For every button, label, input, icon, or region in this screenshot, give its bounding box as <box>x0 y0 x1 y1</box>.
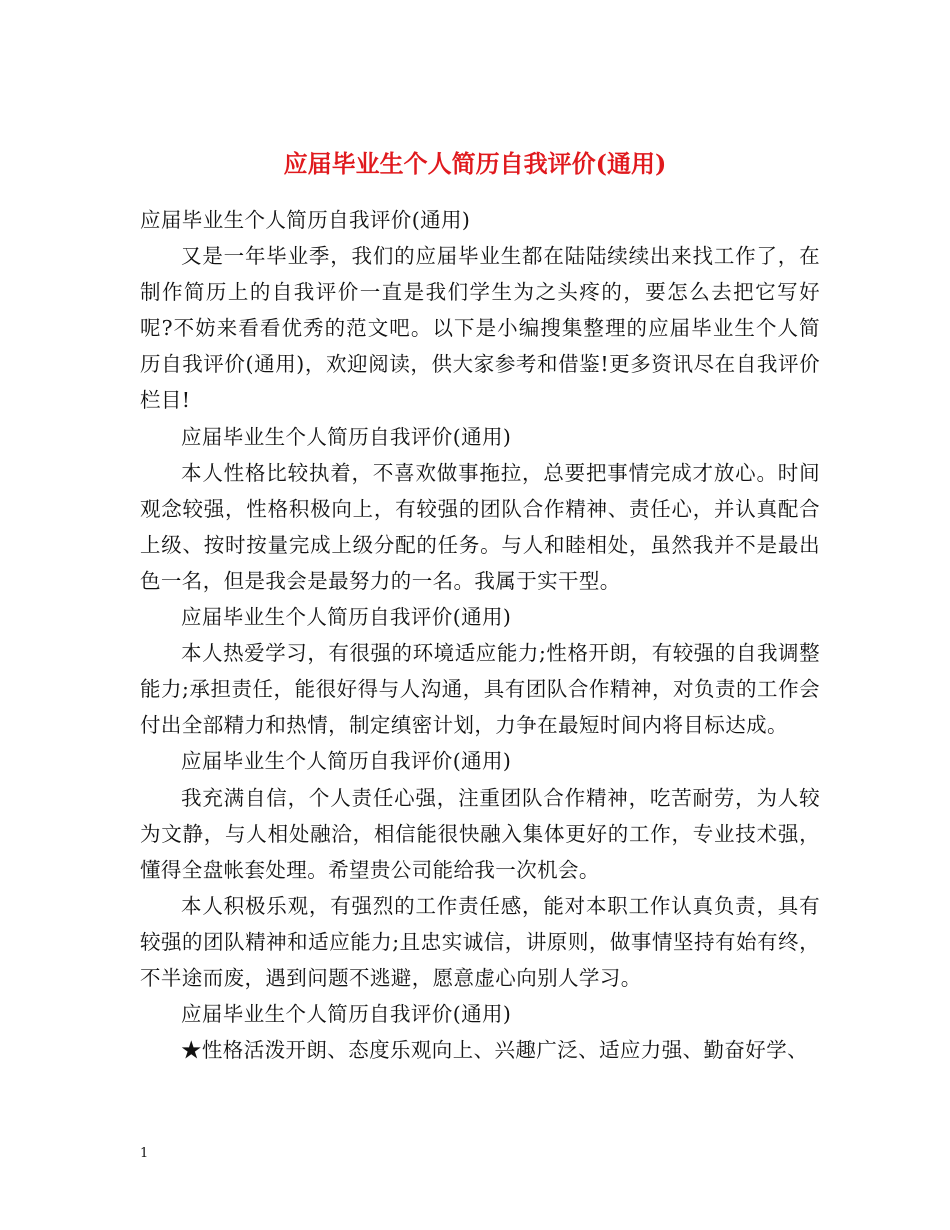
section-heading: 应届毕业生个人简历自我评价(通用) <box>181 749 512 774</box>
section-heading: 应届毕业生个人简历自我评价(通用) <box>181 424 512 449</box>
evaluation-paragraph: 本人热爱学习，有很强的环境适应能力;性格开朗，有较强的自我调整能力;承担责任，能很好得与人沟通，具有团队合作精神，对负责的工作会付出全部精力和热情，制定缜密计划，力争在最短时间内将目标达成。 <box>140 641 820 738</box>
evaluation-paragraph: ★性格活泼开朗、态度乐观向上、兴趣广泛、适应力强、勤奋好学、 <box>181 1038 808 1063</box>
section-heading: 应届毕业生个人简历自我评价(通用) <box>181 605 512 630</box>
evaluation-paragraph: 本人积极乐观，有强烈的工作责任感，能对本职工作认真负责，具有较强的团队精神和适应能力;且忠实诚信，讲原则，做事情坚持有始有终，不半途而废，遇到问题不逃避，愿意虚心向别人学习。 <box>140 893 820 990</box>
evaluation-paragraph: 我充满自信，个人责任心强，注重团队合作精神，吃苦耐劳，为人较为文静，与人相处融洽，相信能很快融入集体更好的工作，专业技术强，懂得全盘帐套处理。希望贵公司能给我一次机会。 <box>140 785 820 882</box>
page-title: 应届毕业生个人简历自我评价(通用) <box>283 149 667 179</box>
intro-paragraph: 又是一年毕业季，我们的应届毕业生都在陆陆续续出来找工作了，在制作简历上的自我评价一直是我们学生为之头疼的，要怎么去把它写好呢?不妨来看看优秀的范文吧。以下是小编搜集整理的应届毕业生个人简历自我评价(通用)，欢迎阅读，供大家参考和借鉴!更多资讯尽在自我评价栏目! <box>140 244 820 413</box>
body-heading: 应届毕业生个人简历自我评价(通用) <box>140 208 471 232</box>
page-number: 1 <box>140 1146 149 1161</box>
document-body <box>140 202 820 1068</box>
section-heading: 应届毕业生个人简历自我评价(通用) <box>181 1002 512 1027</box>
evaluation-paragraph: 本人性格比较执着，不喜欢做事拖拉，总要把事情完成才放心。时间观念较强，性格积极向上，有较强的团队合作精神、责任心，并认真配合上级、按时按量完成上级分配的任务。与人和睦相处，虽然我并不是最出色一名，但是我会是最努力的一名。我属于实干型。 <box>140 460 820 593</box>
